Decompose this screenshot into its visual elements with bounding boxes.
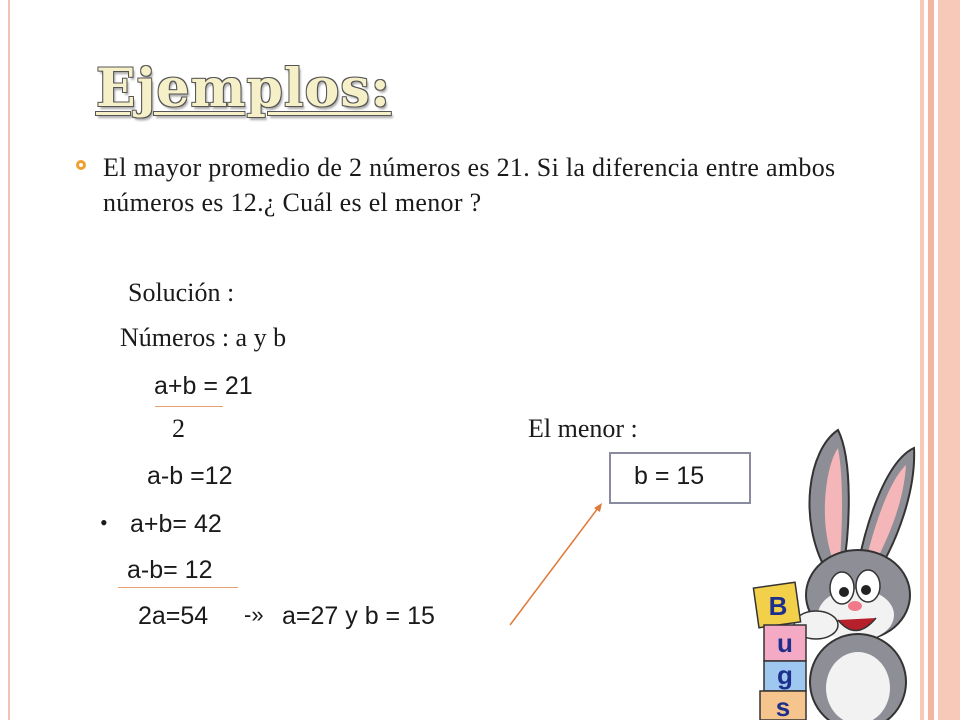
equation-average: a+b = 21 <box>154 372 253 400</box>
block-letter-g: g <box>777 660 793 690</box>
result-left: 2a=54 <box>138 602 209 630</box>
problem-statement: El mayor promedio de 2 números es 21. Si la diferencia entre ambos números es 12.¿ Cuál es el menor ? <box>103 153 836 217</box>
menor-value: b = 15 <box>634 462 705 490</box>
equation-diff-repeat: a-b= 12 <box>127 556 213 584</box>
equation-sum: a+b= 42 <box>130 510 222 538</box>
block-letter-u: u <box>777 628 793 658</box>
solution-heading: Solución : <box>128 278 235 307</box>
bullet-ring-icon <box>76 160 86 170</box>
result-arrow-glyph: -» <box>244 602 264 627</box>
result-right: a=27 y b = 15 <box>282 602 435 630</box>
slide-title: Ejemplos: <box>96 58 391 119</box>
block-letter-b: B <box>768 591 788 621</box>
sum-bar <box>118 587 238 588</box>
variables-line: Números : a y b <box>120 323 287 352</box>
fraction-bar <box>155 406 223 407</box>
bunny-illustration <box>738 420 920 720</box>
block-letter-s: s <box>775 692 791 720</box>
bullet-dot: • <box>100 510 108 535</box>
equation-denominator: 2 <box>172 414 185 443</box>
decorative-side-stripes <box>918 0 960 720</box>
equation-difference: a-b =12 <box>147 462 233 490</box>
menor-label: El menor : <box>528 414 638 443</box>
